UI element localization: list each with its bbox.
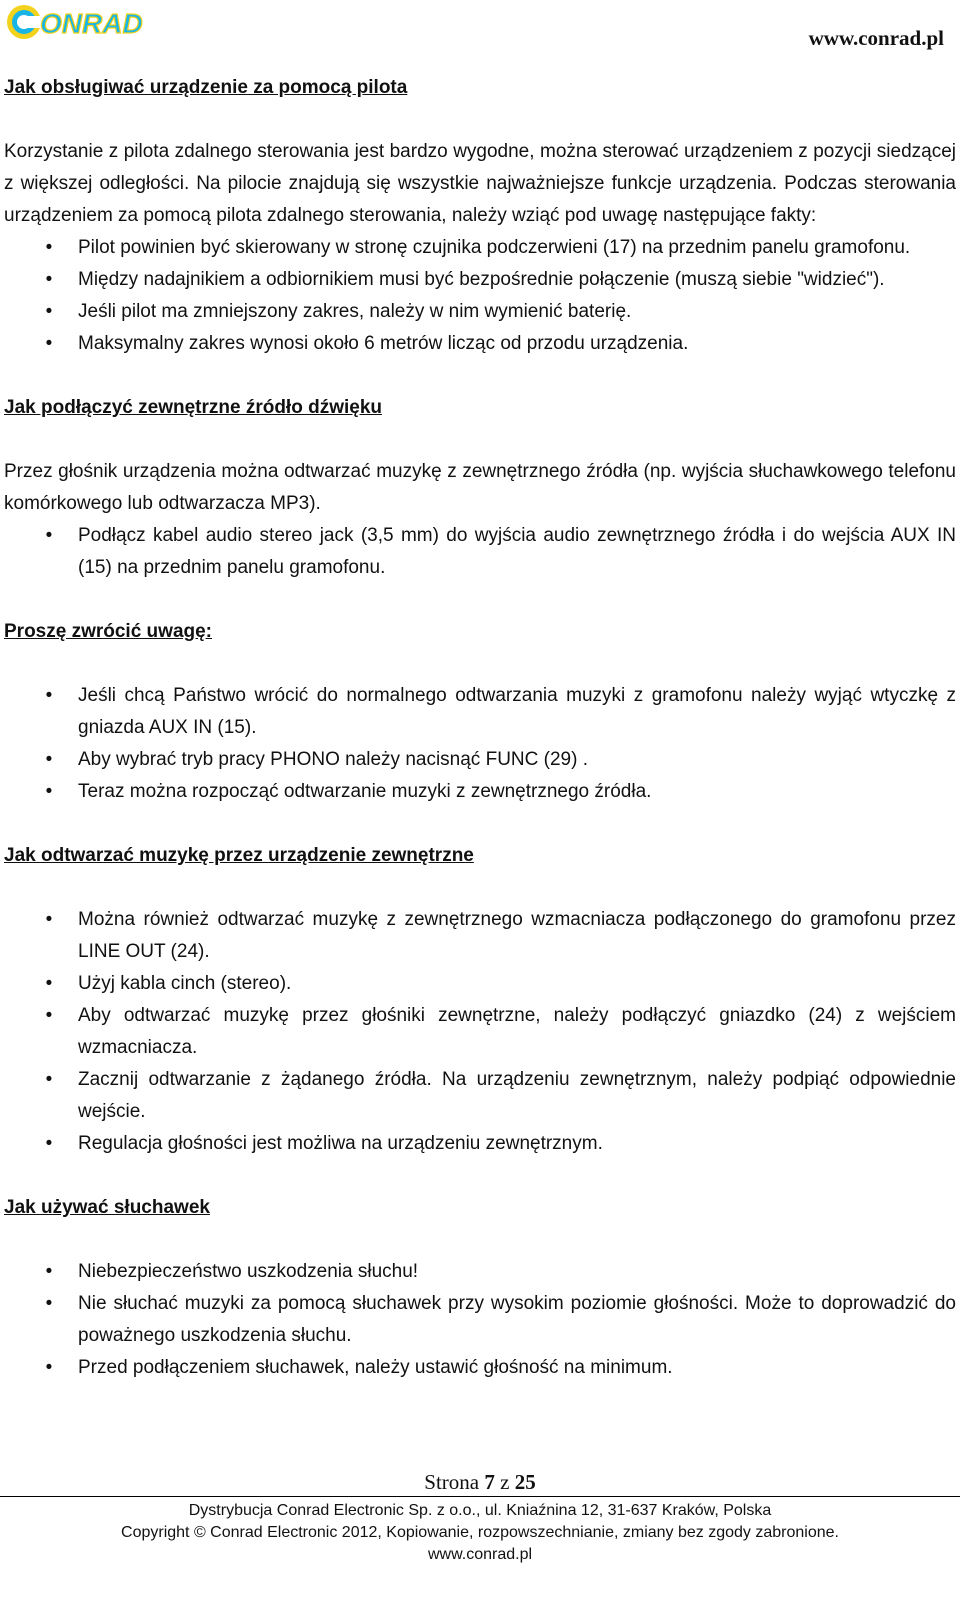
page-number-separator: z: [500, 1470, 510, 1494]
bullet-icon: •: [45, 301, 53, 322]
list-item-text: Nie słuchać muzyki za pomocą słuchawek przy wysokim poziomie głośności. Może to doprowadzić do poważnego uszkodzenia słuchu.: [78, 1293, 956, 1346]
bullet-icon: •: [45, 333, 53, 354]
list-item-text: Zacznij odtwarzanie z żądanego źródła. Na urządzeniu zewnętrznym, należy podpiąć odpowiednie wejście.: [78, 1069, 956, 1122]
bullet-icon: •: [45, 525, 53, 546]
conrad-logo: [4, 2, 154, 42]
external-source-intro: Przez głośnik urządzenia można odtwarzać muzykę z zewnętrznego źródła (np. wyjścia słuchawkowego telefonu komórkowego lub odtwarzacza MP3).: [4, 461, 956, 514]
footer: [0, 1500, 960, 1566]
list-item: [4, 1288, 956, 1352]
section-title-remote: Jak obsługiwać urządzenie za pomocą pilota: [4, 77, 408, 98]
page-number: [0, 1470, 960, 1495]
bullet-icon: •: [45, 1005, 53, 1026]
list-item: [4, 1352, 956, 1384]
section-title-headphones: Jak używać słuchawek: [4, 1197, 210, 1218]
list-item-text: Aby wybrać tryb pracy PHONO należy nacisnąć FUNC (29) .: [78, 749, 588, 770]
site-url: www.conrad.pl: [808, 26, 944, 50]
remote-list: [4, 232, 956, 360]
bullet-icon: •: [45, 237, 53, 258]
page-number-current: 7: [484, 1470, 495, 1494]
external-source-list: [4, 520, 956, 584]
list-item: [4, 232, 956, 264]
list-item: [4, 1064, 956, 1128]
list-item: [4, 904, 956, 968]
list-item-text: Pilot powinien być skierowany w stronę czujnika podczerwieni (17) na przednim panelu gramofonu.: [78, 237, 911, 258]
page-number-prefix: Strona: [424, 1470, 480, 1494]
list-item-text: Między nadajnikiem a odbiornikiem musi być bezpośrednie połączenie (muszą siebie "widzieć").: [78, 269, 885, 290]
bullet-icon: •: [45, 749, 53, 770]
list-item: [4, 968, 956, 1000]
list-item-text: Podłącz kabel audio stereo jack (3,5 mm) do wyjścia audio zewnętrznego źródła i do wejścia AUX IN (15) na przednim panelu gramofonu.: [78, 525, 956, 578]
bullet-icon: •: [45, 1133, 53, 1154]
main-content: [4, 72, 956, 1384]
section-title-external-device: Jak odtwarzać muzykę przez urządzenie zewnętrzne: [4, 845, 474, 866]
footer-address: Dystrybucja Conrad Electronic Sp. z o.o., ul. Kniaźnina 12, 31-637 Kraków, Polska: [188, 1502, 772, 1519]
external-device-list: [4, 904, 956, 1160]
list-item-text: Jeśli chcą Państwo wrócić do normalnego odtwarzania muzyki z gramofonu należy wyjąć wtyczkę z gniazda AUX IN (15).: [78, 685, 956, 738]
list-item: [4, 1256, 956, 1288]
list-item-text: Maksymalny zakres wynosi około 6 metrów licząc od przodu urządzenia.: [78, 333, 689, 354]
remote-intro: Korzystanie z pilota zdalnego sterowania jest bardzo wygodne, można sterować urządzeniem z pozycji siedzącej z większej odległości. Na pilocie znajdują się wszystkie najważniejsze funkcje urządzenia. Podczas sterowania urządzeniem za pomocą pilota zdalnego sterowania, należy wziąć pod uwagę następujące fakty:: [4, 141, 956, 226]
list-item: [4, 296, 956, 328]
list-item-text: Aby odtwarzać muzykę przez głośniki zewnętrzne, należy podłączyć gniazdko (24) z wejściem wzmacniacza.: [78, 1005, 956, 1058]
bullet-icon: •: [45, 1357, 53, 1378]
footer-copyright: Copyright © Conrad Electronic 2012, Kopiowanie, rozpowszechnianie, zmiany bez zgody zabronione.: [121, 1524, 839, 1541]
bullet-icon: •: [45, 269, 53, 290]
list-item-text: Teraz można rozpocząć odtwarzanie muzyki z zewnętrznego źródła.: [78, 781, 652, 802]
bullet-icon: •: [45, 973, 53, 994]
list-item-text: Regulacja głośności jest możliwa na urządzeniu zewnętrznym.: [78, 1133, 603, 1154]
bullet-icon: •: [45, 1069, 53, 1090]
list-item: [4, 1128, 956, 1160]
list-item: [4, 776, 956, 808]
note-list: [4, 680, 956, 808]
list-item: [4, 520, 956, 584]
page-number-total: 25: [514, 1470, 536, 1494]
list-item: [4, 264, 956, 296]
footer-url: www.conrad.pl: [427, 1546, 533, 1563]
list-item-text: Można również odtwarzać muzykę z zewnętrznego wzmacniacza podłączonego do gramofonu przez LINE OUT (24).: [78, 909, 956, 962]
footer-divider: [0, 1496, 960, 1497]
section-title-external-source: Jak podłączyć zewnętrzne źródło dźwięku: [4, 397, 382, 418]
bullet-icon: •: [45, 781, 53, 802]
list-item: [4, 680, 956, 744]
bullet-icon: •: [45, 909, 53, 930]
list-item-text: Jeśli pilot ma zmniejszony zakres, należy w nim wymienić baterię.: [78, 301, 632, 322]
bullet-icon: •: [45, 1293, 53, 1314]
bullet-icon: •: [45, 1261, 53, 1282]
svg-text:ONRAD: ONRAD: [40, 8, 143, 39]
list-item: [4, 744, 956, 776]
list-item-text: Przed podłączeniem słuchawek, należy ustawić głośność na minimum.: [78, 1357, 673, 1378]
list-item: [4, 1000, 956, 1064]
section-title-note: Proszę zwrócić uwagę:: [4, 621, 213, 642]
list-item: [4, 328, 956, 360]
list-item-text: Użyj kabla cinch (stereo).: [78, 973, 292, 994]
headphones-list: [4, 1256, 956, 1384]
list-item-text: Niebezpieczeństwo uszkodzenia słuchu!: [78, 1261, 419, 1282]
bullet-icon: •: [45, 685, 53, 706]
